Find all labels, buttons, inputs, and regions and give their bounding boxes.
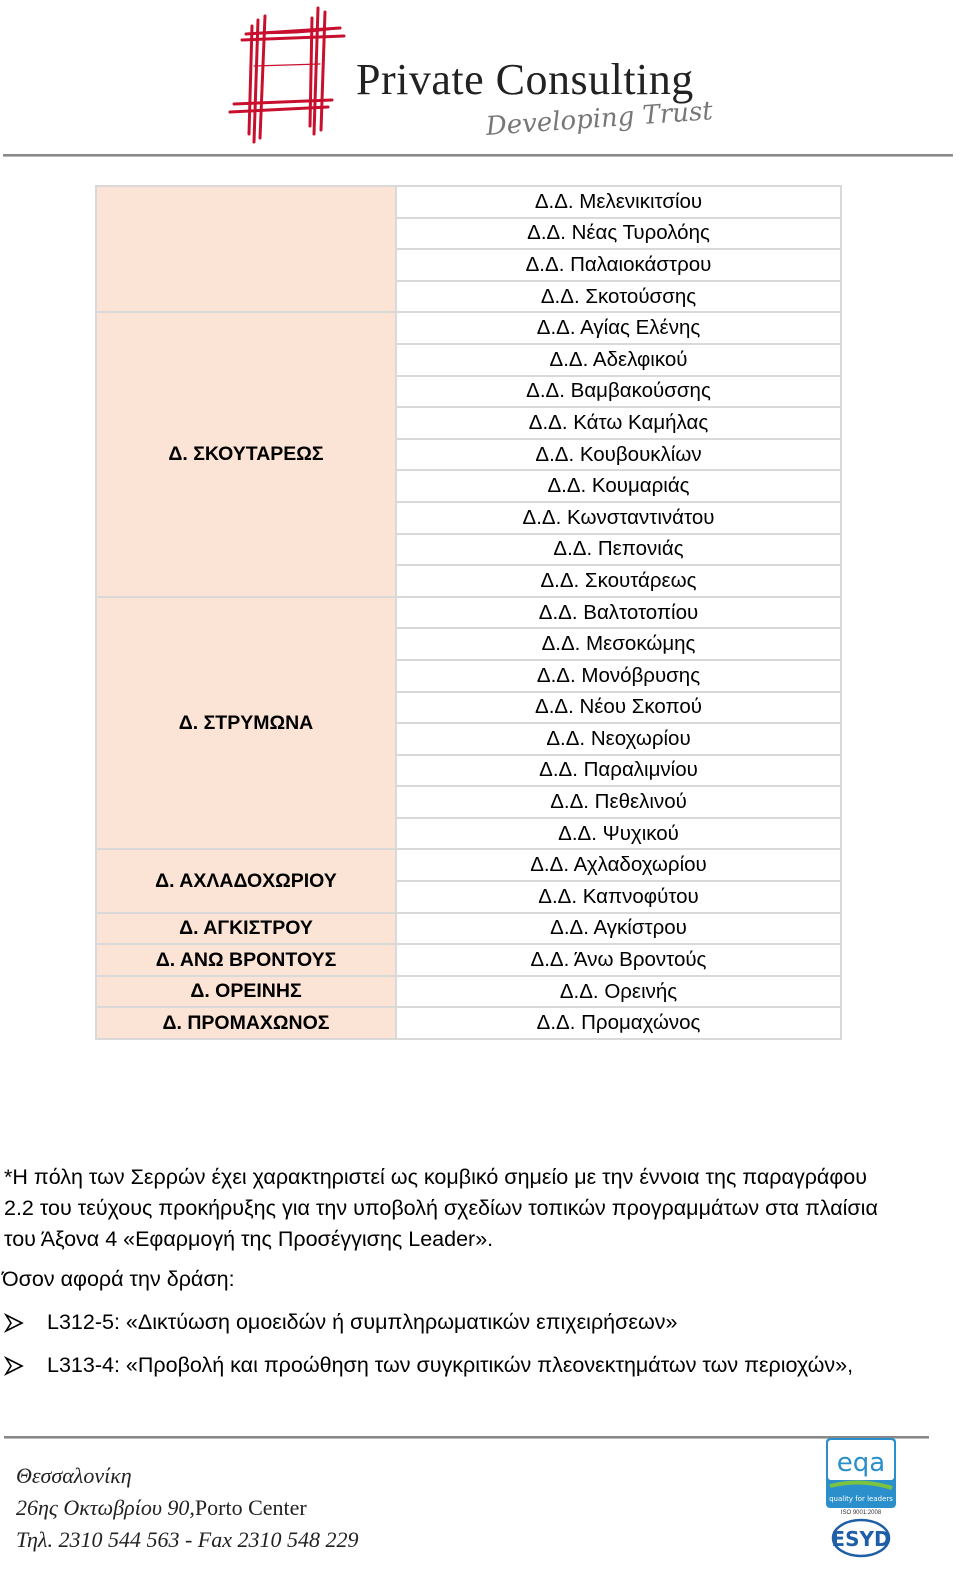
eqa-sub-text: quality for leaders — [829, 1495, 893, 1503]
settlement-cell: Δ.Δ. Αχλαδοχωρίου — [396, 849, 841, 881]
brand-name: Private Consulting — [356, 55, 694, 104]
settlement-cell: Δ.Δ. Κουβουκλίων — [396, 439, 841, 471]
table-row — [96, 944, 841, 976]
municipality-cell: Δ. ΠΡΟΜΑΧΩΝΟΣ — [96, 1007, 396, 1039]
municipality-cell: Δ. ΑΓΚΙΣΤΡΟΥ — [96, 913, 396, 945]
page-header — [0, 0, 960, 160]
settlement-cell: Δ.Δ. Νεοχωρίου — [396, 723, 841, 755]
settlement-cell: Δ.Δ. Αγκίστρου — [396, 913, 841, 945]
eqa-logo-text: eqa — [836, 1448, 886, 1478]
header-divider — [3, 154, 953, 157]
brand-tagline: Developing Trust — [484, 96, 714, 142]
settlement-cell: Δ.Δ. Νέας Τυρολόης — [396, 218, 841, 250]
settlement-cell: Δ.Δ. Καπνοφύτου — [396, 881, 841, 913]
settlement-cell: Δ.Δ. Σκουτάρεως — [396, 565, 841, 597]
municipalities-table — [95, 185, 842, 1040]
settlement-cell: Δ.Δ. Παλαιοκάστρου — [396, 249, 841, 281]
municipality-cell: Δ. ΣΤΡΥΜΩΝΑ — [96, 597, 396, 850]
footer-divider — [4, 1436, 929, 1439]
note-line-3: του Άξονα 4 «Εφαρμογή της Προσέγγισης Leader». — [4, 1227, 494, 1251]
table-row — [96, 913, 841, 945]
table-row — [96, 186, 841, 218]
footer-address — [16, 1460, 359, 1556]
footer-street — [16, 1492, 359, 1524]
settlement-cell: Δ.Δ. Αδελφικού — [396, 344, 841, 376]
table-row — [96, 312, 841, 344]
table-row — [96, 597, 841, 629]
arrow-bullet-icon — [4, 1313, 24, 1333]
settlement-cell: Δ.Δ. Σκοτούσσης — [396, 281, 841, 313]
municipality-cell: Δ. ΣΚΟΥΤΑΡΕΩΣ — [96, 312, 396, 596]
settlement-cell: Δ.Δ. Άνω Βροντούς — [396, 944, 841, 976]
table-row — [96, 1007, 841, 1039]
esyd-logo — [830, 1518, 892, 1562]
note-line-1: *Η πόλη των Σερρών έχει χαρακτηριστεί ως κομβικό σημείο με την έννοια της παραγράφου — [4, 1165, 868, 1189]
settlement-cell: Δ.Δ. Αγίας Ελένης — [396, 312, 841, 344]
settlement-cell: Δ.Δ. Βαμβακούσσης — [396, 376, 841, 408]
list-item-text: L312-5: «Δικτύωση ομοειδών ή συμπληρωματικών επιχειρήσεων» — [47, 1310, 678, 1334]
settlement-cell: Δ.Δ. Πεπονιάς — [396, 534, 841, 566]
action-intro: Όσον αφορά την δράση: — [2, 1267, 235, 1291]
footer-street-italic: 26ης Οκτωβρίου 90, — [16, 1495, 195, 1520]
settlement-cell: Δ.Δ. Ψυχικού — [396, 818, 841, 850]
municipality-cell: Δ. ΟΡΕΙΝΗΣ — [96, 976, 396, 1008]
settlement-cell: Δ.Δ. Προμαχώνος — [396, 1007, 841, 1039]
settlement-cell: Δ.Δ. Νέου Σκοπού — [396, 692, 841, 724]
note-paragraph — [4, 1162, 956, 1255]
settlement-cell: Δ.Δ. Παραλιμνίου — [396, 755, 841, 787]
municipality-cell: Δ. ΑΧΛΑΔΟΧΩΡΙΟΥ — [96, 849, 396, 912]
arrow-bullet-icon — [4, 1356, 24, 1376]
settlement-cell: Δ.Δ. Κάτω Καμήλας — [396, 407, 841, 439]
areas-table-body — [96, 186, 841, 1039]
esyd-logo-text: ESYD — [831, 1527, 891, 1551]
table-row — [96, 849, 841, 881]
municipality-cell-empty — [96, 186, 396, 312]
settlement-cell: Δ.Δ. Πεθελινού — [396, 786, 841, 818]
settlement-cell: Δ.Δ. Μονόβρυσης — [396, 660, 841, 692]
settlement-cell: Δ.Δ. Κουμαριάς — [396, 470, 841, 502]
municipality-cell: Δ. ΑΝΩ ΒΡΟΝΤΟΥΣ — [96, 944, 396, 976]
note-line-2: 2.2 του τεύχους προκήρυξης για την υποβολή σχεδίων τοπικών προγραμμάτων στα πλαίσια — [4, 1196, 878, 1220]
private-consulting-logo-icon — [228, 6, 348, 146]
settlement-cell: Δ.Δ. Μεσοκώμης — [396, 628, 841, 660]
iso-label: ISO 9001:2008 — [840, 1510, 882, 1516]
footer-street-plain: Porto Center — [194, 1495, 307, 1520]
settlement-cell: Δ.Δ. Ορεινής — [396, 976, 841, 1008]
footer-phone: Τηλ. 2310 544 563 - Fax 2310 548 229 — [16, 1527, 359, 1552]
list-item-text: L313-4: «Προβολή και προώθηση των συγκριτικών πλεονεκτημάτων των περιοχών», — [47, 1353, 854, 1377]
eqa-certification-logo — [826, 1438, 896, 1508]
footer-city: Θεσσαλονίκη — [16, 1463, 132, 1488]
settlement-cell: Δ.Δ. Βαλτοτοπίου — [396, 597, 841, 629]
table-row — [96, 976, 841, 1008]
areas-table — [95, 185, 842, 1040]
settlement-cell: Δ.Δ. Κωνσταντινάτου — [396, 502, 841, 534]
settlement-cell: Δ.Δ. Μελενικιτσίου — [396, 186, 841, 218]
